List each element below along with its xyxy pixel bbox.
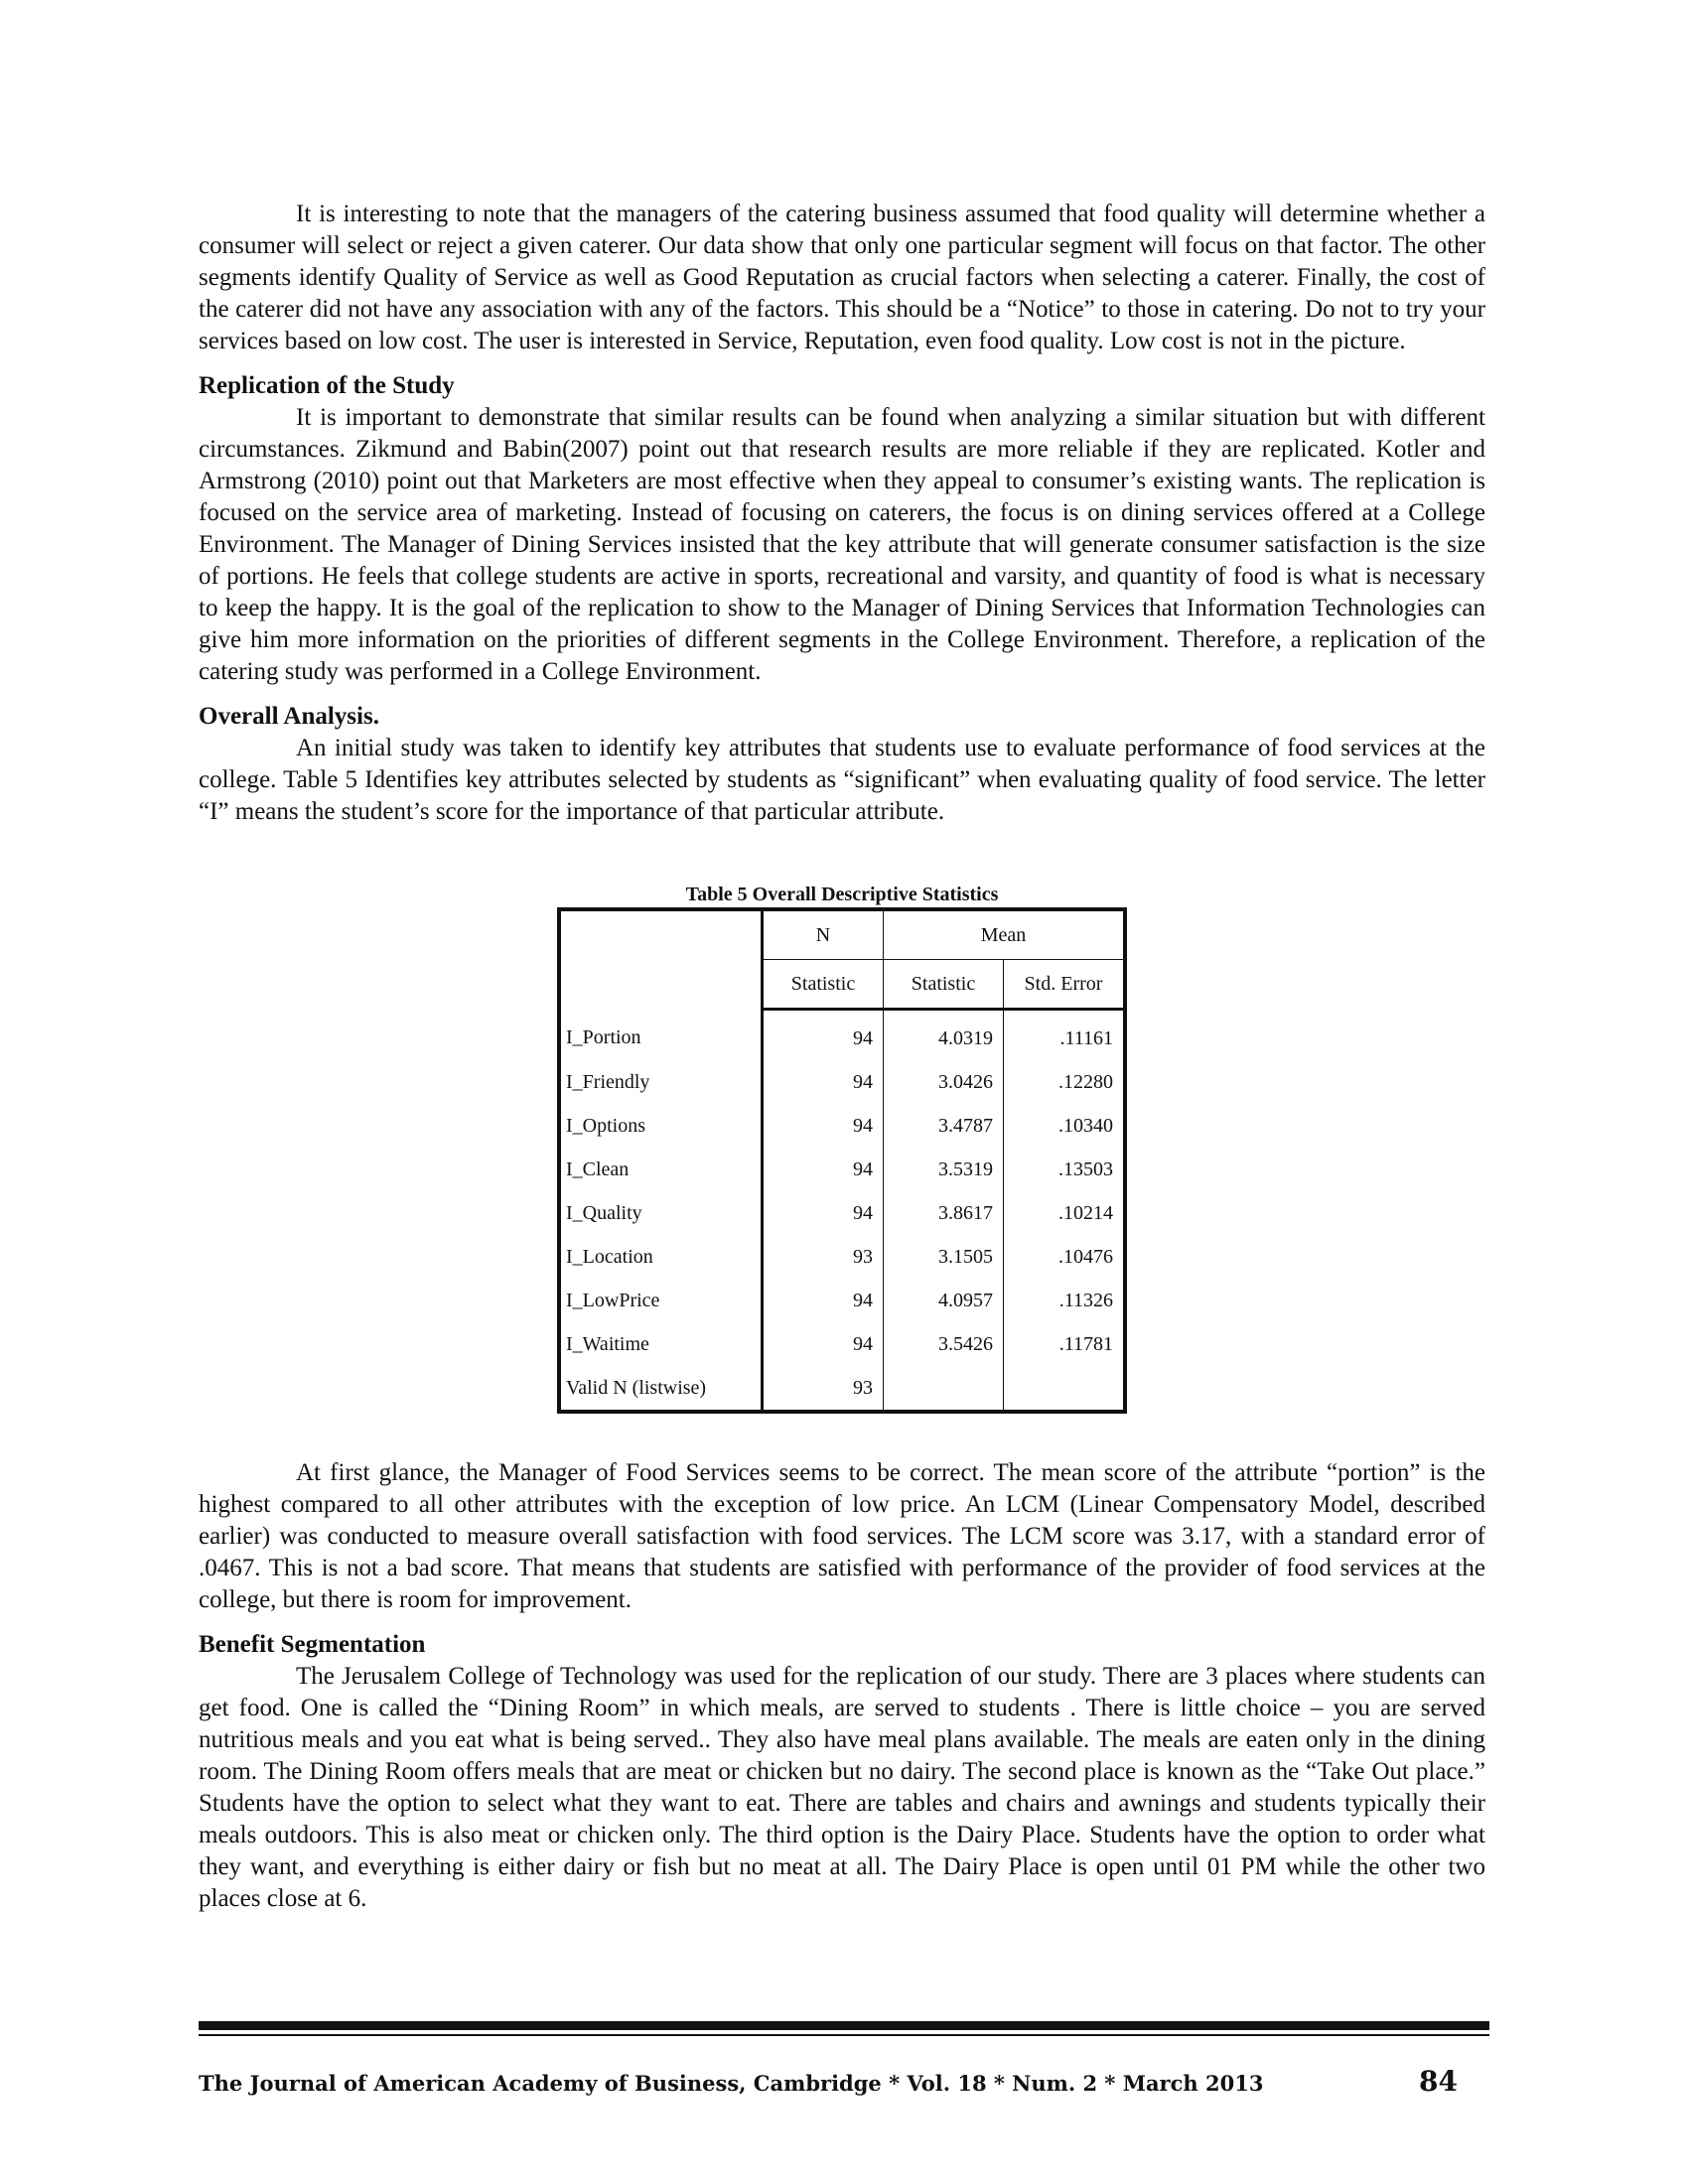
row-label: I_Options	[559, 1104, 763, 1148]
cell-mean: 3.0426	[884, 1060, 1004, 1104]
row-label: I_Location	[559, 1235, 763, 1279]
cell-n: 94	[763, 1279, 884, 1322]
footer-rule	[199, 2034, 1489, 2036]
page-number: 84	[1419, 2065, 1458, 2098]
cell-mean: 4.0319	[884, 1010, 1004, 1061]
table-row	[559, 1366, 1125, 1412]
table-container	[199, 884, 1485, 1414]
table-row	[559, 1010, 1125, 1061]
table-row	[559, 1322, 1125, 1366]
row-label: I_Clean	[559, 1148, 763, 1191]
row-label: I_Waitime	[559, 1322, 763, 1366]
cell-n: 94	[763, 1191, 884, 1235]
page-footer	[199, 2065, 1458, 2098]
row-label: I_Quality	[559, 1191, 763, 1235]
table-row	[559, 1148, 1125, 1191]
cell-std-error: .10214	[1058, 1201, 1113, 1224]
row-label: Valid N (listwise)	[559, 1366, 763, 1412]
cell-n: 94	[763, 1104, 884, 1148]
section-heading: Replication of the Study	[199, 372, 455, 399]
column-subheader: Std. Error	[1004, 960, 1126, 1010]
cell-mean: 4.0957	[884, 1279, 1004, 1322]
column-subheader: Statistic	[884, 960, 1004, 1010]
section-heading: Overall Analysis.	[199, 703, 379, 730]
page-content	[199, 199, 1485, 1915]
column-header-mean: Mean	[884, 909, 1126, 960]
table-corner-cell	[559, 909, 763, 1010]
row-label: I_LowPrice	[559, 1279, 763, 1322]
cell-n: 94	[763, 1060, 884, 1104]
cell-std-error: .13503	[1058, 1158, 1113, 1180]
descriptive-statistics-table	[557, 907, 1127, 1414]
cell-n: 93	[763, 1366, 884, 1412]
row-label: I_Portion	[559, 1010, 763, 1061]
cell-n: 94	[763, 1010, 884, 1061]
footer-rule	[199, 2021, 1489, 2030]
table-row	[559, 1191, 1125, 1235]
table-row	[559, 1235, 1125, 1279]
cell-mean: 3.4787	[884, 1104, 1004, 1148]
paragraph: The Jerusalem College of Technology was used for the replication of our study. There are 3 places where students can get food. One is called the “Dining Room” in which meals, are served to students . There is little choice – you are served nutritious meals and you eat what is being served.. They also have meal plans available. The meals are eaten only in the dining room. The Dining Room offers meals that are meat or chicken but no dairy. The second place is known as the “Take Out place.” Students have the option to select what they want to eat. There are tables and chairs and awnings and students typically their meals outdoors. This is also meat or chicken only. The third option is the Dairy Place. Students have the option to order what they want, and everything is either dairy or fish but no meat at all. The Dairy Place is open until 01 PM while the other two places close at 6.	[199, 1663, 1485, 1912]
cell-std-error: .10340	[1058, 1114, 1113, 1137]
cell-std-error: .12280	[1058, 1070, 1113, 1093]
table-row	[559, 1060, 1125, 1104]
column-subheader: Statistic	[763, 960, 884, 1010]
column-header-n: N	[763, 909, 884, 960]
cell-n: 93	[763, 1235, 884, 1279]
cell-mean: 3.1505	[884, 1235, 1004, 1279]
cell-std-error: .11781	[1058, 1332, 1113, 1355]
paragraph: It is interesting to note that the managers of the catering business assumed that food quality will determine whether a consumer will select or reject a given caterer. Our data show that only one particular segment will focus on that factor. The other segments identify Quality of Service as well as Good Reputation as crucial factors when selecting a caterer. Finally, the cost of the caterer did not have any association with any of the factors. This should be a “Notice” to those in catering. Do not to try your services based on low cost. The user is interested in Service, Reputation, even food quality. Low cost is not in the picture.	[199, 201, 1485, 354]
paragraph: An initial study was taken to identify key attributes that students use to evaluate performance of food services at the college. Table 5 Identifies key attributes selected by students as “significant” when evaluating quality of food service. The letter “I” means the student’s score for the importance of that particular attribute.	[199, 735, 1485, 825]
paragraph: At first glance, the Manager of Food Services seems to be correct. The mean score of the attribute “portion” is the highest compared to all other attributes with the exception of low price. An LCM (Linear Compensatory Model, described earlier) was conducted to measure overall satisfaction with food services. The LCM score was 3.17, with a standard error of .0467. This is not a bad score. That means that students are satisfied with performance of the provider of food services at the college, but there is room for improvement.	[199, 1459, 1485, 1613]
cell-n: 94	[763, 1148, 884, 1191]
cell-mean: 3.5426	[884, 1322, 1004, 1366]
table-caption: Table 5 Overall Descriptive Statistics	[685, 884, 999, 905]
cell-std-error: .11326	[1058, 1289, 1113, 1311]
cell-std-error: .10476	[1058, 1245, 1113, 1268]
table-row	[559, 1104, 1125, 1148]
table-row	[559, 1279, 1125, 1322]
journal-citation: The Journal of American Academy of Business, Cambridge * Vol. 18 * Num. 2 * March 2013	[199, 2071, 1264, 2096]
cell-mean: 3.8617	[884, 1191, 1004, 1235]
cell-std-error: .11161	[1059, 1026, 1113, 1049]
cell-std-error	[1004, 1366, 1126, 1412]
row-label: I_Friendly	[559, 1060, 763, 1104]
paragraph: It is important to demonstrate that similar results can be found when analyzing a similar situation but with different circumstances. Zikmund and Babin(2007) point out that research results are more reliable if they are replicated. Kotler and Armstrong (2010) point out that Marketers are most effective when they appeal to consumer’s existing wants. The replication is focused on the service area of marketing. Instead of focusing on caterers, the focus is on dining services offered at a College Environment. The Manager of Dining Services insisted that the key attribute that will generate consumer satisfaction is the size of portions. He feels that college students are active in sports, recreational and varsity, and quantity of food is what is necessary to keep the happy. It is the goal of the replication to show to the Manager of Dining Services that Information Technologies can give him more information on the priorities of different segments in the College Environment. Therefore, a replication of the catering study was performed in a College Environment.	[199, 404, 1485, 685]
section-heading: Benefit Segmentation	[199, 1631, 426, 1658]
cell-n: 94	[763, 1322, 884, 1366]
cell-mean	[884, 1366, 1004, 1412]
cell-mean: 3.5319	[884, 1148, 1004, 1191]
